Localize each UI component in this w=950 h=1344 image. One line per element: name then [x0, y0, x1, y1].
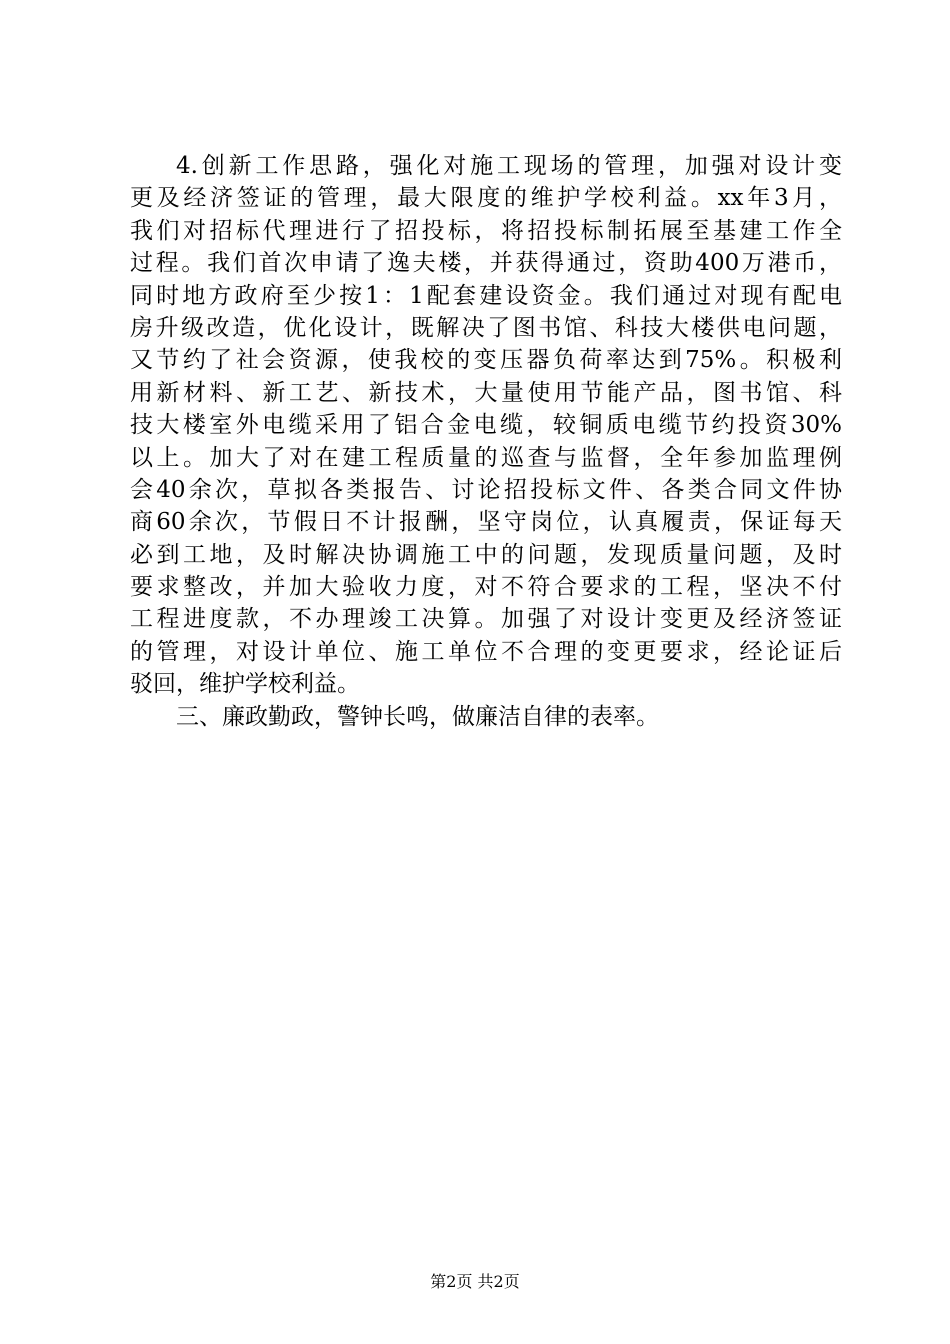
paragraph-4-line: 必到工地，及时解决协调施工中的问题，发现质量问题，及时	[130, 541, 842, 568]
paragraph-4-line: 更及经济签证的管理，最大限度的维护学校利益。xx年3月，	[130, 185, 842, 212]
paragraph-4-line: 又节约了社会资源，使我校的变压器负荷率达到75%。积极利	[130, 347, 842, 374]
paragraph-4-line: 的管理，对设计单位、施工单位不合理的变更要求，经论证后	[130, 638, 842, 665]
paragraph-4-line: 房升级改造，优化设计，既解决了图书馆、科技大楼供电问题，	[130, 314, 842, 341]
paragraph-4-line: 4.创新工作思路，强化对施工现场的管理，加强对设计变	[176, 153, 842, 179]
paragraph-4-line: 过程。我们首次申请了逸夫楼，并获得通过，资助400万港币，	[130, 250, 842, 277]
paragraph-4-line: 同时地方政府至少按1：1配套建设资金。我们通过对现有配电	[130, 282, 842, 309]
paragraph-4-line: 技大楼室外电缆采用了铝合金电缆，较铜质电缆节约投资30%	[130, 412, 842, 439]
paragraph-4-line: 商60余次，节假日不计报酬，坚守岗位，认真履责，保证每天	[130, 509, 842, 536]
section-3-heading: 三、廉政勤政，警钟长鸣，做廉洁自律的表率。	[176, 703, 659, 730]
paragraph-4-line: 会40余次，草拟各类报告、讨论招投标文件、各类合同文件协	[130, 476, 842, 503]
body-text	[130, 150, 842, 733]
paragraph-4-line: 工程进度款，不办理竣工决算。加强了对设计变更及经济签证	[130, 606, 842, 633]
paragraph-4-line: 以上。加大了对在建工程质量的巡查与监督，全年参加监理例	[130, 444, 842, 471]
page-number-footer: 第2页 共2页	[430, 1272, 520, 1291]
paragraph-4-line: 用新材料、新工艺、新技术，大量使用节能产品，图书馆、科	[130, 379, 842, 406]
paragraph-4-line: 我们对招标代理进行了招投标，将招投标制拓展至基建工作全	[130, 217, 842, 244]
paragraph-4-line: 要求整改，并加大验收力度，对不符合要求的工程，坚决不付	[130, 574, 842, 601]
paragraph-4-line: 驳回，维护学校利益。	[130, 671, 360, 698]
